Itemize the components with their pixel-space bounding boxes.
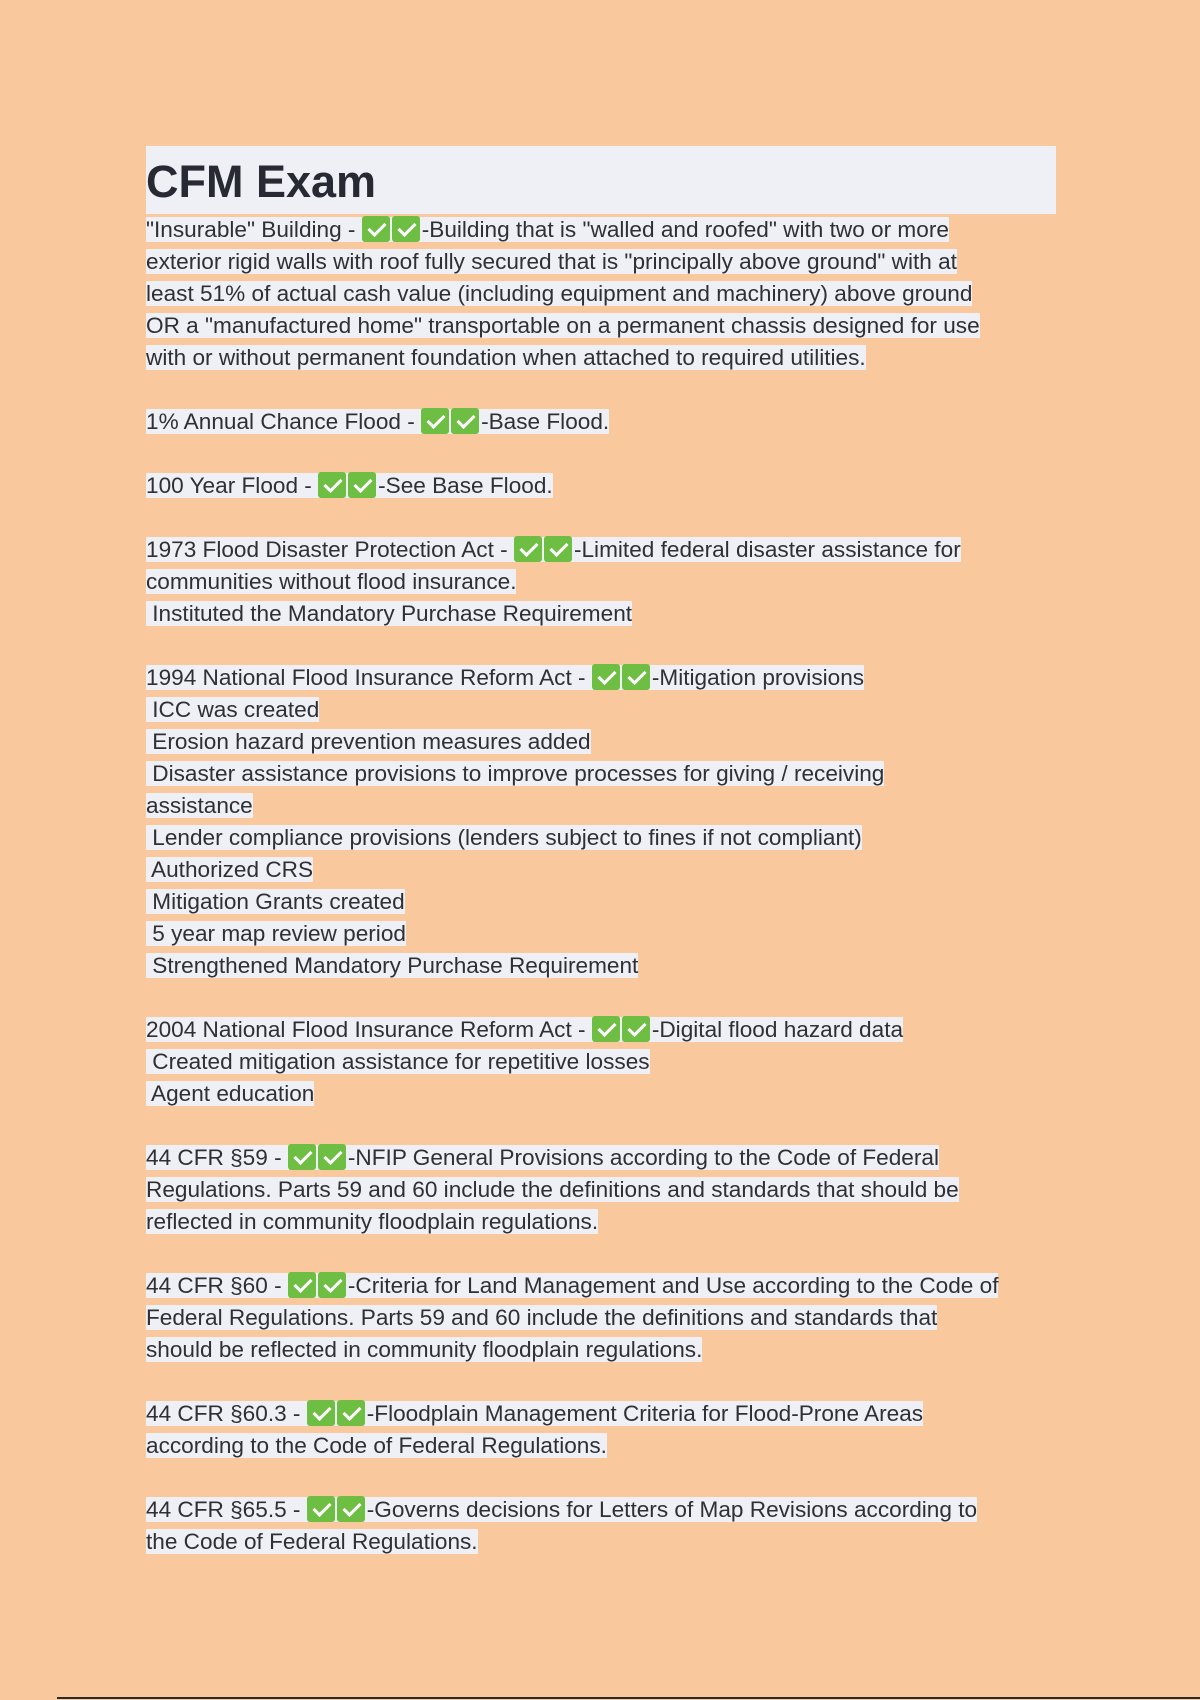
qa-entry — [146, 1494, 1056, 1558]
entry-term: 44 CFR §59 - — [146, 1145, 288, 1170]
title-box — [146, 146, 1056, 214]
check-mark-icon — [362, 216, 390, 242]
qa-entry — [146, 534, 1056, 630]
entry-definition-line — [146, 1078, 1056, 1110]
entry-definition-text: communities without flood insurance. — [146, 569, 517, 594]
bottom-divider — [57, 1697, 1200, 1699]
check-mark-icon — [544, 536, 572, 562]
answer-checks — [288, 1270, 348, 1302]
entry-definition-text: 5 year map review period — [146, 921, 406, 946]
entry-definition-text: -See Base Flood. — [378, 473, 553, 498]
check-mark-icon — [421, 408, 449, 434]
entry-definition-line — [146, 790, 1056, 822]
qa-entry — [146, 470, 1056, 502]
check-mark-icon — [307, 1400, 335, 1426]
check-mark-icon — [318, 472, 346, 498]
answer-checks — [421, 406, 481, 438]
entry-definition-text: according to the Code of Federal Regulations. — [146, 1433, 607, 1458]
entry-term: 44 CFR §60 - — [146, 1273, 288, 1298]
entry-definition-line — [146, 1174, 1056, 1206]
check-mark-icon — [288, 1144, 316, 1170]
entry-definition-line — [146, 1302, 1056, 1334]
entry-term: 44 CFR §65.5 - — [146, 1497, 307, 1522]
entry-first-line — [146, 406, 1056, 438]
check-mark-icon — [392, 216, 420, 242]
entry-definition-text: Instituted the Mandatory Purchase Requirement — [146, 601, 633, 626]
entry-definition-line — [146, 598, 1056, 630]
entry-definition-text: -Criteria for Land Management and Use according to the Code of — [347, 1273, 999, 1298]
entry-first-line — [146, 1494, 1056, 1526]
entry-definition-text: Agent education — [146, 1081, 315, 1106]
qa-entry — [146, 1398, 1056, 1462]
entry-definition-text: Created mitigation assistance for repetitive losses — [146, 1049, 650, 1074]
entry-term: 1994 National Flood Insurance Reform Act - — [146, 665, 592, 690]
entry-definition-line — [146, 566, 1056, 598]
entry-term: 2004 National Flood Insurance Reform Act - — [146, 1017, 592, 1042]
entry-definition-line — [146, 950, 1056, 982]
entry-definition-text: -NFIP General Provisions according to the Code of Federal — [347, 1145, 939, 1170]
qa-entry — [146, 406, 1056, 438]
document-title: CFM Exam — [146, 155, 377, 207]
entry-definition-text: -Digital flood hazard data — [651, 1017, 904, 1042]
answer-checks — [362, 214, 422, 246]
entry-definition-text: -Governs decisions for Letters of Map Revisions according to — [366, 1497, 978, 1522]
entry-definition-text: Federal Regulations. Parts 59 and 60 include the definitions and standards that — [146, 1305, 938, 1330]
document-page — [146, 146, 1056, 1590]
entry-definition-line — [146, 918, 1056, 950]
check-mark-icon — [622, 1016, 650, 1042]
entry-definition-text: assistance — [146, 793, 253, 818]
entry-term: 1% Annual Chance Flood - — [146, 409, 422, 434]
entry-first-line — [146, 1014, 1056, 1046]
qa-entry — [146, 1142, 1056, 1238]
entry-first-line — [146, 534, 1056, 566]
entry-definition-line — [146, 726, 1056, 758]
entry-definition-text: ICC was created — [146, 697, 320, 722]
entry-definition-text: Lender compliance provisions (lenders subject to fines if not compliant) — [146, 825, 862, 850]
check-mark-icon — [307, 1496, 335, 1522]
entry-term: 44 CFR §60.3 - — [146, 1401, 307, 1426]
check-mark-icon — [451, 408, 479, 434]
answer-checks — [514, 534, 574, 566]
entry-first-line — [146, 470, 1056, 502]
entry-first-line — [146, 1142, 1056, 1174]
answer-checks — [307, 1494, 367, 1526]
check-mark-icon — [622, 664, 650, 690]
entry-definition-text: -Base Flood. — [481, 409, 610, 434]
check-mark-icon — [514, 536, 542, 562]
check-mark-icon — [337, 1400, 365, 1426]
entry-definition-text: OR a "manufactured home" transportable on a permanent chassis designed for use — [146, 313, 980, 338]
qa-entry — [146, 662, 1056, 982]
entry-definition-line — [146, 1046, 1056, 1078]
entries-list — [146, 214, 1056, 1558]
entry-first-line — [146, 662, 1056, 694]
check-mark-icon — [337, 1496, 365, 1522]
entry-definition-text: should be reflected in community floodplain regulations. — [146, 1337, 703, 1362]
qa-entry — [146, 1270, 1056, 1366]
entry-definition-line — [146, 822, 1056, 854]
check-mark-icon — [348, 472, 376, 498]
entry-definition-text: Authorized CRS — [146, 857, 314, 882]
entry-first-line — [146, 214, 1056, 246]
entry-definition-line — [146, 278, 1056, 310]
entry-definition-line — [146, 1334, 1056, 1366]
qa-entry — [146, 1014, 1056, 1110]
entry-definition-text: Erosion hazard prevention measures added — [146, 729, 591, 754]
entry-definition-text: least 51% of actual cash value (including equipment and machinery) above ground — [146, 281, 973, 306]
entry-definition-line — [146, 854, 1056, 886]
entry-definition-line — [146, 1430, 1056, 1462]
entry-definition-text: -Building that is "walled and roofed" with two or more — [421, 217, 949, 242]
answer-checks — [307, 1398, 367, 1430]
entry-definition-text: exterior rigid walls with roof fully secured that is "principally above ground" with at — [146, 249, 957, 274]
answer-checks — [288, 1142, 348, 1174]
entry-definition-text: -Floodplain Management Criteria for Flood-Prone Areas — [366, 1401, 924, 1426]
entry-definition-line — [146, 246, 1056, 278]
entry-definition-text: Regulations. Parts 59 and 60 include the definitions and standards that should be — [146, 1177, 959, 1202]
entry-definition-line — [146, 758, 1056, 790]
check-mark-icon — [318, 1144, 346, 1170]
entry-definition-text: -Limited federal disaster assistance for — [573, 537, 961, 562]
entry-term: 100 Year Flood - — [146, 473, 319, 498]
entry-definition-line — [146, 1206, 1056, 1238]
qa-entry — [146, 214, 1056, 374]
check-mark-icon — [318, 1272, 346, 1298]
entry-term: 1973 Flood Disaster Protection Act - — [146, 537, 514, 562]
entry-definition-line — [146, 694, 1056, 726]
entry-definition-line — [146, 310, 1056, 342]
entry-definition-line — [146, 1526, 1056, 1558]
check-mark-icon — [592, 1016, 620, 1042]
entry-definition-text: with or without permanent foundation when attached to required utilities. — [146, 345, 866, 370]
entry-definition-text: Strengthened Mandatory Purchase Requirement — [146, 953, 639, 978]
entry-definition-text: -Mitigation provisions — [651, 665, 865, 690]
check-mark-icon — [288, 1272, 316, 1298]
entry-definition-text: reflected in community floodplain regulations. — [146, 1209, 599, 1234]
entry-definition-text: Mitigation Grants created — [146, 889, 405, 914]
answer-checks — [592, 662, 652, 694]
entry-first-line — [146, 1398, 1056, 1430]
answer-checks — [318, 470, 378, 502]
entry-definition-text: the Code of Federal Regulations. — [146, 1529, 478, 1554]
entry-definition-line — [146, 342, 1056, 374]
entry-first-line — [146, 1270, 1056, 1302]
answer-checks — [592, 1014, 652, 1046]
entry-term: "Insurable" Building - — [146, 217, 362, 242]
entry-definition-line — [146, 886, 1056, 918]
check-mark-icon — [592, 664, 620, 690]
entry-definition-text: Disaster assistance provisions to improve processes for giving / receiving — [146, 761, 885, 786]
